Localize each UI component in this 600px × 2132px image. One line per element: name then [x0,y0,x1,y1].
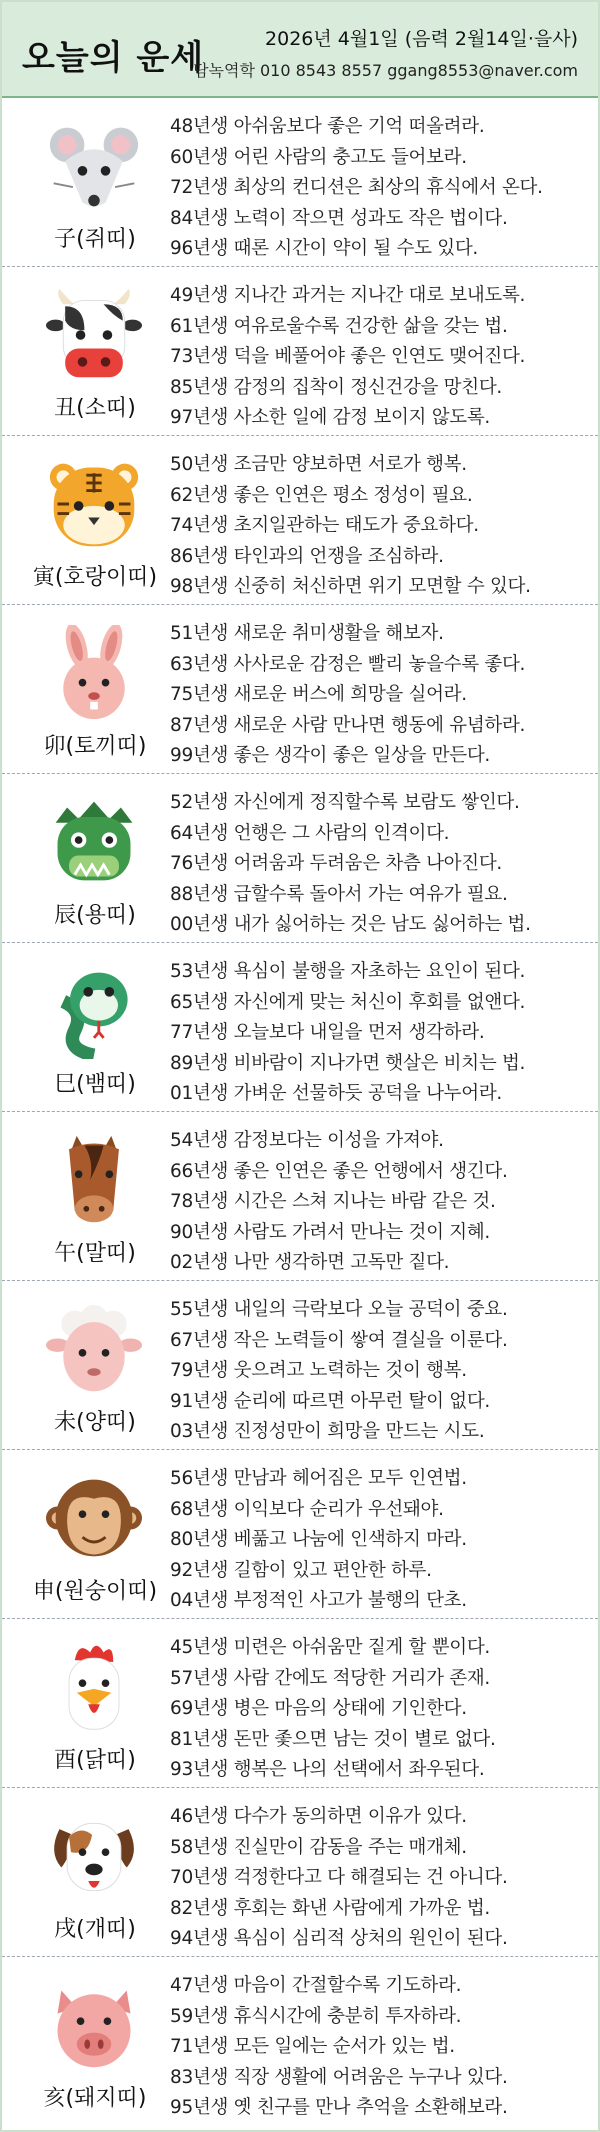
fortune-line: 76년생 어려움과 두려움은 차츰 나아진다. [170,853,502,874]
header [2,2,598,98]
fortune-line: 68년생 이익보다 순리가 우선돼야. [170,1498,444,1520]
fortune-lines [170,957,590,1110]
zodiac-name: 申(원숭이띠) [32,1579,158,1604]
fortune-line: 55년생 내일의 극락보다 오늘 공덕이 중요. [170,1299,508,1320]
zodiac-name: 寅(호랑이띠) [32,565,158,590]
fortune-lines [170,1971,590,2124]
fortune-lines [170,281,590,434]
fortune-line: 94년생 욕심이 심리적 상처의 원인이 된다. [170,1928,508,1949]
fortune-line: 60년생 어린 사람의 충고도 들어보라. [170,146,467,168]
fortune-line: 46년생 다수가 동의하면 이유가 있다. [170,1806,467,1827]
fortune-line: 88년생 급할수록 돌아서 가는 여유가 필요. [170,883,508,905]
dragon-icon [46,794,142,890]
fortune-line: 67년생 작은 노력들이 쌓여 결실을 이룬다. [170,1329,508,1351]
fortune-line: 59년생 휴식시간에 충분히 투자하라. [170,2005,462,2027]
monkey-icon [46,1470,142,1566]
fortune-line: 78년생 시간은 스쳐 지나는 바람 같은 것. [170,1191,496,1212]
zodiac-entry [2,1957,598,2125]
fortune-line: 85년생 감정의 집착이 정신건강을 망친다. [170,376,502,398]
snake-icon [46,963,142,1059]
fortune-line: 65년생 자신에게 맞는 처신이 후회를 없앤다. [170,991,526,1013]
fortune-line: 64년생 언행은 그 사람의 인격이다. [170,822,450,844]
fortune-line: 51년생 새로운 취미생활을 해보자. [170,623,444,644]
fortune-line: 93년생 행복은 나의 선택에서 좌우된다. [170,1759,485,1780]
fortune-lines [170,1802,590,1955]
fortune-line: 79년생 웃으려고 노력하는 것이 행복. [170,1360,467,1381]
fortune-line: 49년생 지나간 과거는 지나간 대로 보내도록. [170,285,526,306]
zodiac-name: 辰(용띠) [54,903,136,928]
fortune-line: 45년생 미련은 아쉬움만 짙게 할 뿐이다. [170,1637,490,1658]
fortune-line: 92년생 길함이 있고 편안한 하루. [170,1559,432,1581]
tiger-icon [46,456,142,552]
fortune-line: 01년생 가벼운 선물하듯 공덕을 나누어라. [170,1083,502,1104]
fortune-line: 04년생 부정적인 사고가 불행의 단초. [170,1590,467,1611]
fortune-line: 96년생 때론 시간이 약이 될 수도 있다. [170,238,479,259]
zodiac-name: 巳(뱀띠) [54,1072,136,1097]
fortune-line: 81년생 돈만 좇으면 남는 것이 별로 없다. [170,1728,496,1750]
fortune-line: 99년생 좋은 생각이 좋은 일상을 만든다. [170,745,490,766]
sheep-icon [46,1301,142,1397]
fortune-line: 53년생 욕심이 불행을 자초하는 요인이 된다. [170,961,526,982]
fortune-line: 71년생 모든 일에는 순서가 있는 법. [170,2036,455,2057]
zodiac-name: 戌(개띠) [54,1917,136,1942]
fortune-line: 95년생 옛 친구를 만나 추억을 소환해보라. [170,2097,508,2118]
zodiac-name: 亥(돼지띠) [43,2086,147,2111]
rat-icon [46,118,142,214]
fortune-line: 91년생 순리에 따르면 아무런 탈이 없다. [170,1390,490,1412]
fortune-line: 82년생 후회는 화낸 사람에게 가까운 법. [170,1897,490,1919]
fortune-line: 66년생 좋은 인연은 좋은 언행에서 생긴다. [170,1160,508,1182]
date-line: 2026년 4월1일 (음력 2월14일·을사) [265,28,578,50]
fortune-line: 74년생 초지일관하는 태도가 중요하다. [170,515,479,536]
fortune-line: 62년생 좋은 인연은 평소 정성이 필요. [170,484,473,506]
ox-icon [46,287,142,383]
fortune-lines [170,788,590,941]
zodiac-entry [2,267,598,436]
fortune-lines [170,450,590,603]
fortune-line: 73년생 덕을 베풀어야 좋은 인연도 맺어진다. [170,346,526,367]
fortune-line: 48년생 아쉬움보다 좋은 기억 떠올려라. [170,116,485,137]
fortune-line: 69년생 병은 마음의 상태에 기인한다. [170,1698,467,1719]
fortune-line: 61년생 여유로울수록 건강한 삶을 갖는 법. [170,315,508,337]
fortune-line: 89년생 비바람이 지나가면 햇살은 비치는 법. [170,1052,526,1074]
zodiac-entry [2,1788,598,1957]
zodiac-name: 卯(토끼띠) [43,734,147,759]
zodiac-entry [2,1281,598,1450]
fortune-line: 57년생 사람 간에도 적당한 거리가 존재. [170,1667,490,1689]
zodiac-entry [2,1450,598,1619]
fortune-line: 58년생 진실만이 감동을 주는 매개체. [170,1836,467,1858]
zodiac-name: 酉(닭띠) [54,1748,136,1773]
dog-icon [46,1808,142,1904]
fortune-line: 86년생 타인과의 언쟁을 조심하라. [170,545,444,567]
horse-icon [46,1132,142,1228]
fortune-line: 52년생 자신에게 정직할수록 보람도 쌓인다. [170,792,520,813]
fortune-line: 98년생 신중히 처신하면 위기 모면할 수 있다. [170,576,531,597]
pig-icon [46,1977,142,2073]
fortune-line: 02년생 나만 생각하면 고독만 짙다. [170,1252,450,1273]
fortune-line: 75년생 새로운 버스에 희망을 실어라. [170,684,467,705]
fortune-lines [170,1633,590,1786]
zodiac-entry [2,605,598,774]
fortune-line: 54년생 감정보다는 이성을 가져야. [170,1130,444,1151]
zodiac-entry [2,1112,598,1281]
fortune-line: 84년생 노력이 작으면 성과도 작은 법이다. [170,207,508,229]
fortune-line: 83년생 직장 생활에 어려움은 누구나 있다. [170,2066,508,2088]
zodiac-name: 子(쥐띠) [54,227,136,252]
contact-line: 담녹역학 010 8543 8557 ggang8553@naver.com [193,61,578,80]
fortune-line: 70년생 걱정한다고 다 해결되는 건 아니다. [170,1867,508,1888]
fortune-line: 90년생 사람도 가려서 만나는 것이 지혜. [170,1221,490,1243]
fortune-line: 03년생 진정성만이 희망을 만드는 시도. [170,1421,485,1442]
rooster-icon [46,1639,142,1735]
page-title: 오늘의 운세 [22,38,205,78]
fortune-line: 97년생 사소한 일에 감정 보이지 않도록. [170,407,490,428]
fortune-line: 56년생 만남과 헤어짐은 모두 인연법. [170,1468,467,1489]
fortune-line: 47년생 마음이 간절할수록 기도하라. [170,1975,462,1996]
fortune-lines [170,1464,590,1617]
zodiac-entry [2,1619,598,1788]
zodiac-name: 午(말띠) [54,1241,136,1266]
fortune-line: 63년생 사사로운 감정은 빨리 놓을수록 좋다. [170,653,526,675]
fortune-line: 77년생 오늘보다 내일을 먼저 생각하라. [170,1022,485,1043]
zodiac-name: 未(양띠) [54,1410,136,1435]
rabbit-icon [46,625,142,721]
zodiac-entry [2,98,598,267]
fortune-lines [170,1126,590,1279]
fortune-line: 87년생 새로운 사람 만나면 행동에 유념하라. [170,714,526,736]
fortune-lines [170,619,590,772]
zodiac-entry [2,774,598,943]
zodiac-entry [2,943,598,1112]
fortune-line: 72년생 최상의 컨디션은 최상의 휴식에서 온다. [170,177,543,198]
fortune-line: 00년생 내가 싫어하는 것은 남도 싫어하는 법. [170,914,531,935]
fortune-lines [170,1295,590,1448]
zodiac-name: 丑(소띠) [54,396,136,421]
fortune-lines [170,112,590,265]
zodiac-entry [2,436,598,605]
fortune-line: 80년생 베풂고 나눔에 인색하지 마라. [170,1529,467,1550]
fortune-line: 50년생 조금만 양보하면 서로가 행복. [170,454,467,475]
